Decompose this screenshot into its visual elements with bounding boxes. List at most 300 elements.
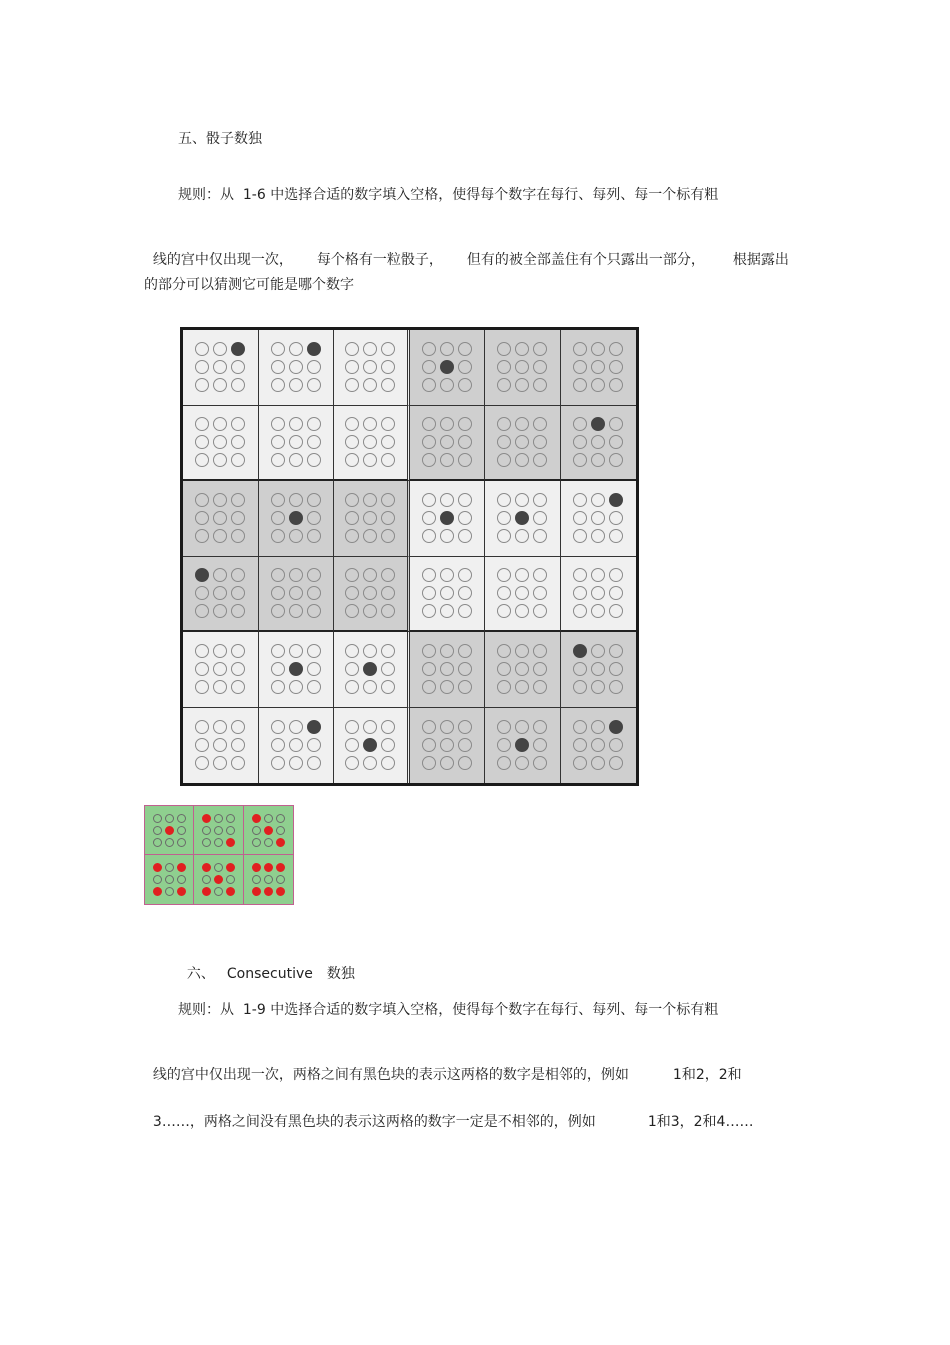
pip-empty-icon [381, 604, 395, 618]
pip-empty-icon [609, 453, 623, 467]
pip-empty-icon [515, 680, 529, 694]
pip-empty-icon [345, 604, 359, 618]
grid-cell[interactable] [410, 708, 486, 784]
pip-filled-icon [591, 417, 605, 431]
pip-empty-icon [497, 417, 511, 431]
pip-empty-icon [195, 756, 209, 770]
dice-pips [573, 720, 623, 770]
pip-empty-icon [533, 680, 547, 694]
dice-pips [497, 342, 547, 392]
pip-empty-icon [264, 875, 273, 884]
pip-empty-icon [381, 756, 395, 770]
pip-empty-icon [515, 720, 529, 734]
pip-red-icon [276, 838, 285, 847]
pip-empty-icon [497, 568, 511, 582]
pip-empty-icon [458, 604, 472, 618]
pip-empty-icon [422, 680, 436, 694]
pip-empty-icon [276, 814, 285, 823]
pip-empty-icon [497, 493, 511, 507]
pip-empty-icon [363, 720, 377, 734]
section6-rule-line3 [144, 1092, 753, 1132]
pip-red-icon [177, 863, 186, 872]
grid-cell[interactable] [183, 632, 259, 708]
pip-red-icon [252, 863, 261, 872]
pip-empty-icon [307, 756, 321, 770]
grid-cell[interactable] [259, 330, 335, 406]
pip-empty-icon [363, 644, 377, 658]
dice-pips [422, 417, 472, 467]
pip-empty-icon [609, 342, 623, 356]
pip-empty-icon [573, 662, 587, 676]
pip-empty-icon [363, 360, 377, 374]
pip-empty-icon [345, 720, 359, 734]
dice-pips [195, 493, 245, 543]
pip-empty-icon [213, 511, 227, 525]
pip-empty-icon [226, 875, 235, 884]
grid-cell[interactable] [259, 406, 335, 482]
pip-empty-icon [213, 604, 227, 618]
pip-empty-icon [533, 529, 547, 543]
pip-empty-icon [264, 838, 273, 847]
pip-empty-icon [609, 435, 623, 449]
pip-empty-icon [345, 756, 359, 770]
pip-empty-icon [214, 887, 223, 896]
pip-empty-icon [591, 756, 605, 770]
pip-empty-icon [533, 662, 547, 676]
pip-empty-icon [345, 738, 359, 752]
pip-empty-icon [591, 604, 605, 618]
pip-empty-icon [307, 360, 321, 374]
pip-empty-icon [458, 511, 472, 525]
pip-empty-icon [440, 378, 454, 392]
grid-cell[interactable] [259, 557, 335, 633]
dice-face-2 [194, 806, 243, 855]
pip-empty-icon [609, 417, 623, 431]
grid-cell[interactable] [485, 557, 561, 633]
pip-empty-icon [289, 417, 303, 431]
dice-face-pips [202, 814, 235, 847]
pip-empty-icon [345, 644, 359, 658]
pip-empty-icon [363, 680, 377, 694]
dice-pips [573, 417, 623, 467]
pip-empty-icon [345, 435, 359, 449]
dice-pips [345, 568, 395, 618]
pip-empty-icon [202, 826, 211, 835]
pip-empty-icon [497, 360, 511, 374]
pip-empty-icon [289, 738, 303, 752]
pip-empty-icon [289, 435, 303, 449]
grid-cell[interactable] [410, 481, 486, 557]
pip-empty-icon [440, 529, 454, 543]
pip-empty-icon [458, 568, 472, 582]
pip-empty-icon [515, 568, 529, 582]
pip-red-icon [153, 887, 162, 896]
pip-empty-icon [458, 417, 472, 431]
pip-empty-icon [271, 720, 285, 734]
pip-empty-icon [515, 453, 529, 467]
pip-empty-icon [231, 378, 245, 392]
pip-red-icon [202, 887, 211, 896]
grid-cell[interactable] [334, 708, 410, 784]
pip-empty-icon [381, 738, 395, 752]
grid-cell[interactable] [334, 481, 410, 557]
pip-empty-icon [533, 493, 547, 507]
grid-cell[interactable] [485, 406, 561, 482]
pip-red-icon [202, 814, 211, 823]
grid-cell[interactable] [183, 481, 259, 557]
pip-empty-icon [497, 453, 511, 467]
pip-empty-icon [213, 360, 227, 374]
pip-filled-icon [609, 720, 623, 734]
pip-filled-icon [231, 342, 245, 356]
pip-empty-icon [231, 644, 245, 658]
pip-empty-icon [226, 826, 235, 835]
pip-empty-icon [422, 529, 436, 543]
pip-empty-icon [213, 662, 227, 676]
pip-empty-icon [458, 453, 472, 467]
pip-empty-icon [573, 378, 587, 392]
pip-empty-icon [440, 738, 454, 752]
dice-face-pips [252, 863, 285, 896]
pip-filled-icon [573, 644, 587, 658]
pip-empty-icon [363, 604, 377, 618]
pip-empty-icon [195, 604, 209, 618]
pip-filled-icon [515, 738, 529, 752]
dice-pips [497, 417, 547, 467]
pip-empty-icon [213, 529, 227, 543]
pip-empty-icon [609, 568, 623, 582]
pip-red-icon [276, 863, 285, 872]
pip-empty-icon [422, 493, 436, 507]
pip-empty-icon [231, 720, 245, 734]
pip-empty-icon [195, 417, 209, 431]
pip-empty-icon [440, 435, 454, 449]
section6-rule-line2-part-b: 1和2，2和 [672, 1067, 742, 1083]
pip-empty-icon [381, 417, 395, 431]
pip-empty-icon [573, 529, 587, 543]
dice-pips [345, 417, 395, 467]
dice-face-pips [153, 863, 186, 896]
dice-pips [497, 644, 547, 694]
pip-empty-icon [458, 529, 472, 543]
grid-cell[interactable] [485, 708, 561, 784]
pip-empty-icon [271, 680, 285, 694]
pip-empty-icon [271, 586, 285, 600]
grid-cell[interactable] [561, 708, 637, 784]
grid-cell[interactable] [183, 330, 259, 406]
pip-empty-icon [422, 756, 436, 770]
pip-empty-icon [533, 417, 547, 431]
grid-cell[interactable] [334, 632, 410, 708]
grid-cell[interactable] [410, 330, 486, 406]
pip-empty-icon [381, 511, 395, 525]
pip-empty-icon [363, 756, 377, 770]
dice-pips [271, 644, 321, 694]
pip-empty-icon [609, 662, 623, 676]
pip-empty-icon [515, 360, 529, 374]
pip-empty-icon [195, 586, 209, 600]
grid-cell[interactable] [259, 481, 335, 557]
pip-empty-icon [363, 568, 377, 582]
pip-empty-icon [533, 342, 547, 356]
grid-cell[interactable] [561, 330, 637, 406]
pip-empty-icon [213, 453, 227, 467]
grid-cell[interactable] [183, 557, 259, 633]
pip-red-icon [264, 826, 273, 835]
pip-empty-icon [213, 417, 227, 431]
pip-empty-icon [609, 604, 623, 618]
pip-red-icon [252, 887, 261, 896]
grid-cell[interactable] [410, 557, 486, 633]
grid-cell[interactable] [259, 632, 335, 708]
pip-empty-icon [591, 511, 605, 525]
pip-empty-icon [307, 680, 321, 694]
pip-empty-icon [264, 814, 273, 823]
pip-empty-icon [591, 680, 605, 694]
pip-empty-icon [533, 568, 547, 582]
pip-empty-icon [422, 604, 436, 618]
pip-empty-icon [213, 435, 227, 449]
pip-empty-icon [213, 493, 227, 507]
pip-empty-icon [307, 493, 321, 507]
pip-empty-icon [307, 435, 321, 449]
pip-empty-icon [458, 738, 472, 752]
pip-empty-icon [422, 511, 436, 525]
pip-empty-icon [214, 838, 223, 847]
dice-face-pips [153, 814, 186, 847]
pip-empty-icon [533, 644, 547, 658]
pip-empty-icon [363, 342, 377, 356]
pip-empty-icon [591, 738, 605, 752]
dice-pips [195, 720, 245, 770]
dice-pips [422, 644, 472, 694]
pip-empty-icon [231, 662, 245, 676]
grid-cell[interactable] [334, 557, 410, 633]
grid-cell[interactable] [561, 481, 637, 557]
pip-empty-icon [533, 360, 547, 374]
pip-empty-icon [345, 378, 359, 392]
pip-empty-icon [573, 586, 587, 600]
grid-cell[interactable] [259, 708, 335, 784]
pip-empty-icon [573, 435, 587, 449]
dice-sudoku-grid [180, 327, 639, 786]
pip-empty-icon [289, 378, 303, 392]
pip-empty-icon [515, 435, 529, 449]
pip-empty-icon [591, 568, 605, 582]
dice-pips [497, 493, 547, 543]
pip-empty-icon [271, 378, 285, 392]
pip-empty-icon [533, 511, 547, 525]
pip-empty-icon [252, 838, 261, 847]
pip-empty-icon [440, 680, 454, 694]
pip-empty-icon [609, 511, 623, 525]
pip-empty-icon [252, 875, 261, 884]
pip-empty-icon [307, 568, 321, 582]
pip-empty-icon [591, 529, 605, 543]
pip-empty-icon [276, 875, 285, 884]
pip-empty-icon [231, 417, 245, 431]
dice-pips [195, 644, 245, 694]
pip-empty-icon [213, 644, 227, 658]
pip-empty-icon [573, 417, 587, 431]
pip-empty-icon [213, 378, 227, 392]
pip-empty-icon [422, 644, 436, 658]
grid-cell[interactable] [334, 406, 410, 482]
pip-red-icon [214, 875, 223, 884]
pip-empty-icon [231, 586, 245, 600]
pip-empty-icon [422, 738, 436, 752]
pip-empty-icon [289, 529, 303, 543]
pip-empty-icon [345, 342, 359, 356]
pip-empty-icon [271, 568, 285, 582]
dice-pips [195, 417, 245, 467]
pip-empty-icon [458, 342, 472, 356]
dice-pips [345, 342, 395, 392]
dice-pips [573, 493, 623, 543]
pip-empty-icon [458, 644, 472, 658]
grid-cell[interactable] [334, 330, 410, 406]
pip-empty-icon [591, 493, 605, 507]
pip-empty-icon [231, 738, 245, 752]
section6-title-suffix: 数独 [326, 966, 355, 982]
pip-empty-icon [213, 342, 227, 356]
pip-empty-icon [195, 511, 209, 525]
pip-empty-icon [345, 511, 359, 525]
pip-empty-icon [458, 493, 472, 507]
pip-empty-icon [458, 680, 472, 694]
pip-empty-icon [195, 378, 209, 392]
pip-empty-icon [573, 568, 587, 582]
pip-empty-icon [202, 875, 211, 884]
pip-empty-icon [231, 604, 245, 618]
pip-empty-icon [573, 453, 587, 467]
pip-empty-icon [195, 680, 209, 694]
grid-cell[interactable] [183, 708, 259, 784]
dice-pips [345, 493, 395, 543]
section6-rule-line2 [144, 1045, 742, 1085]
grid-cell[interactable] [410, 632, 486, 708]
pip-empty-icon [214, 863, 223, 872]
pip-empty-icon [213, 568, 227, 582]
grid-cell[interactable] [183, 406, 259, 482]
pip-empty-icon [231, 435, 245, 449]
pip-empty-icon [497, 342, 511, 356]
pip-filled-icon [195, 568, 209, 582]
pip-empty-icon [458, 756, 472, 770]
pip-empty-icon [609, 586, 623, 600]
pip-empty-icon [440, 644, 454, 658]
section5-rule-line2-part-d: 根据露出 [732, 252, 789, 268]
pip-empty-icon [226, 814, 235, 823]
pip-empty-icon [289, 453, 303, 467]
dice-pips [271, 720, 321, 770]
pip-empty-icon [440, 568, 454, 582]
pip-empty-icon [573, 493, 587, 507]
pip-empty-icon [213, 720, 227, 734]
dice-pips [271, 342, 321, 392]
pip-empty-icon [271, 644, 285, 658]
grid-cell[interactable] [561, 557, 637, 633]
pip-empty-icon [195, 342, 209, 356]
pip-empty-icon [289, 644, 303, 658]
pip-empty-icon [381, 680, 395, 694]
pip-empty-icon [271, 738, 285, 752]
pip-empty-icon [458, 720, 472, 734]
pip-empty-icon [422, 342, 436, 356]
pip-filled-icon [289, 662, 303, 676]
pip-empty-icon [345, 680, 359, 694]
pip-empty-icon [440, 604, 454, 618]
pip-empty-icon [345, 360, 359, 374]
pip-red-icon [226, 887, 235, 896]
dice-pips [195, 568, 245, 618]
pip-filled-icon [515, 511, 529, 525]
pip-empty-icon [440, 662, 454, 676]
pip-empty-icon [165, 887, 174, 896]
pip-empty-icon [345, 662, 359, 676]
pip-red-icon [226, 863, 235, 872]
grid-cell[interactable] [561, 406, 637, 482]
pip-empty-icon [591, 360, 605, 374]
pip-empty-icon [515, 417, 529, 431]
dice-pips [271, 493, 321, 543]
pip-empty-icon [573, 756, 587, 770]
pip-empty-icon [573, 360, 587, 374]
pip-empty-icon [213, 738, 227, 752]
section6-rule-line2-part-a: 线的宫中仅出现一次，两格之间有黑色块的表示这两格的数字是相邻的，例如 [152, 1067, 629, 1083]
pip-empty-icon [195, 453, 209, 467]
section5-rule-line2 [144, 230, 789, 270]
pip-empty-icon [195, 738, 209, 752]
pip-empty-icon [363, 529, 377, 543]
dice-pips [573, 342, 623, 392]
dice-face-6 [244, 855, 293, 904]
pip-empty-icon [289, 493, 303, 507]
dice-faces-legend [144, 805, 294, 905]
pip-empty-icon [573, 680, 587, 694]
pip-empty-icon [231, 453, 245, 467]
pip-empty-icon [231, 680, 245, 694]
grid-cell[interactable] [485, 481, 561, 557]
pip-empty-icon [195, 360, 209, 374]
pip-empty-icon [195, 435, 209, 449]
grid-cell[interactable] [485, 632, 561, 708]
grid-cell[interactable] [410, 406, 486, 482]
pip-empty-icon [497, 586, 511, 600]
pip-empty-icon [345, 453, 359, 467]
pip-empty-icon [345, 493, 359, 507]
pip-empty-icon [440, 342, 454, 356]
pip-filled-icon [440, 511, 454, 525]
pip-empty-icon [591, 378, 605, 392]
pip-empty-icon [533, 604, 547, 618]
pip-empty-icon [195, 493, 209, 507]
pip-empty-icon [609, 529, 623, 543]
pip-empty-icon [177, 826, 186, 835]
pip-empty-icon [515, 644, 529, 658]
grid-cell[interactable] [561, 632, 637, 708]
grid-cell[interactable] [485, 330, 561, 406]
pip-empty-icon [533, 453, 547, 467]
pip-filled-icon [307, 720, 321, 734]
pip-empty-icon [381, 342, 395, 356]
pip-empty-icon [573, 738, 587, 752]
pip-empty-icon [177, 875, 186, 884]
pip-empty-icon [533, 378, 547, 392]
pip-empty-icon [533, 738, 547, 752]
dice-face-3 [244, 806, 293, 855]
pip-empty-icon [591, 720, 605, 734]
